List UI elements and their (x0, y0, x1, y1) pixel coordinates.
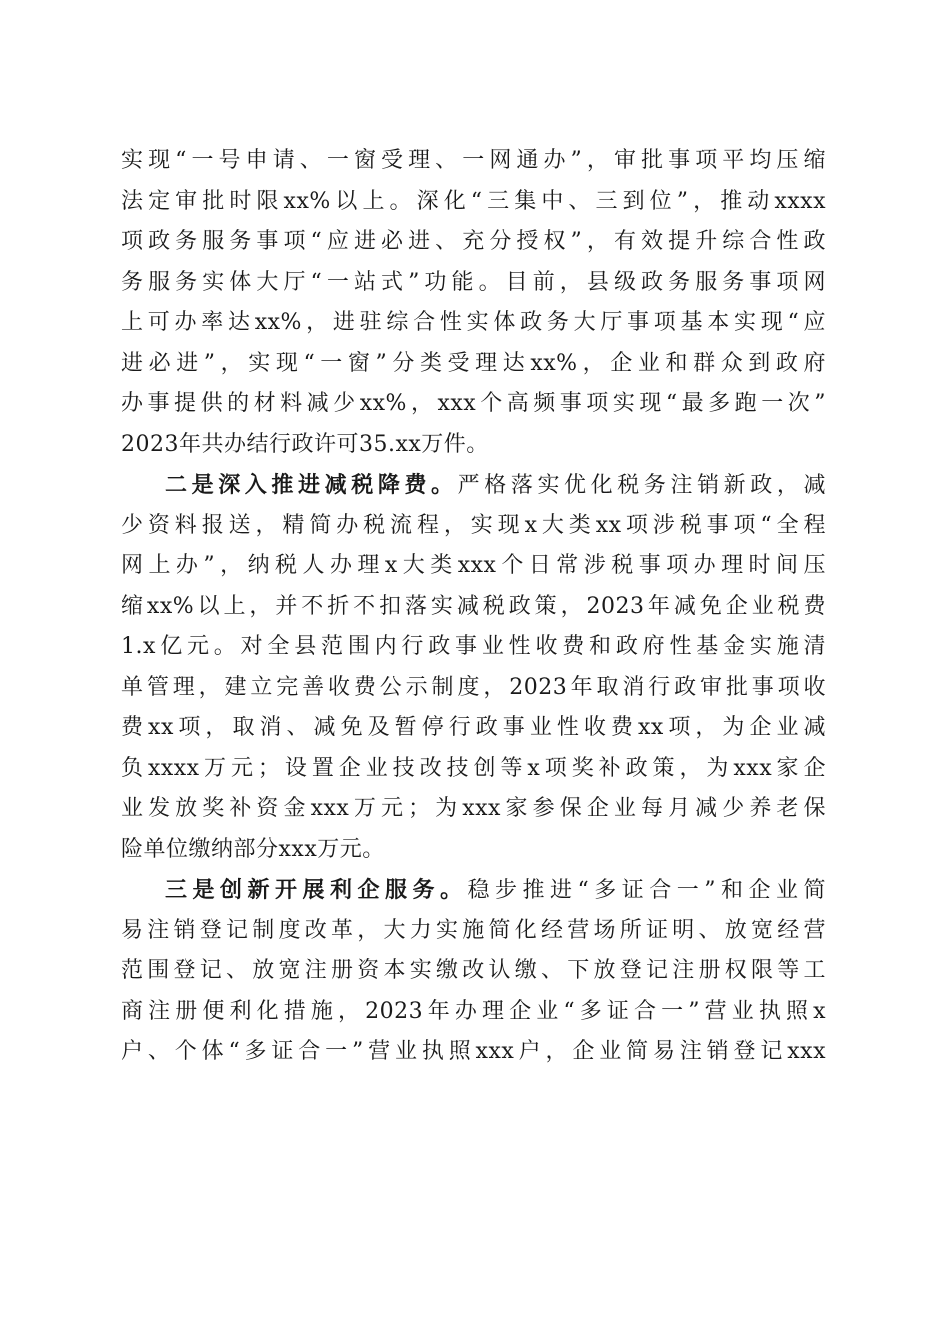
paragraph-2-line: 缩xx%以上，并不折不扣落实减税政策，2023年减免企业税费 (121, 593, 826, 619)
paragraph-1-line: 上可办率达xx%，进驻综合性实体政务大厅事项基本实现“应 (121, 310, 826, 335)
paragraph-1-line: 办事提供的材料减少xx%，xxx个高频事项实现“最多跑一次” (121, 391, 826, 416)
paragraph-2-line: 业发放奖补资金xxx万元；为xxx家参保企业每月减少养老保 (121, 796, 826, 821)
paragraph-1-line: 2023年共办结行政许可35.xx万件。 (121, 431, 489, 457)
document-body (121, 141, 826, 1073)
paragraph-3-line: 户、个体“多证合一”营业执照xxx户，企业简易注销登记xxx (121, 1039, 826, 1064)
paragraph-2-line: 1.x亿元。对全县范围内行政事业性收费和政府性基金实施清 (121, 634, 826, 659)
paragraph-2-first-line (121, 465, 826, 506)
paragraph-2-line: 险单位缴纳部分xxx万元。 (121, 836, 385, 862)
paragraph-2-line: 费xx项，取消、减免及暂停行政事业性收费xx项，为企业减 (121, 715, 826, 740)
paragraph-1-line: 务服务实体大厅“一站式”功能。目前，县级政务服务事项网 (121, 269, 826, 295)
paragraph-3-line: 商注册便利化措施，2023年办理企业“多证合一”营业执照x (121, 998, 826, 1024)
paragraph-3-first-line-text: 稳步推进“多证合一”和企业简 (467, 878, 826, 903)
paragraph-1-line: 法定审批时限xx%以上。深化“三集中、三到位”，推动xxxx (121, 188, 826, 214)
paragraph-1-line: 进必进”，实现“一窗”分类受理达xx%，企业和群众到政府 (121, 350, 826, 376)
paragraph-2-line: 网上办”，纳税人办理x大类xxx个日常涉税事项办理时间压 (121, 553, 826, 578)
paragraph-3-first-line (121, 870, 826, 911)
paragraph-1 (121, 141, 826, 465)
paragraph-1-line: 项政务服务事项“应进必进、充分授权”，有效提升综合性政 (121, 229, 826, 254)
paragraph-2-line: 少资料报送，精简办税流程，实现x大类xx项涉税事项“全程 (121, 512, 826, 538)
paragraph-3-line: 易注销登记制度改革，大力实施简化经营场所证明、放宽经营 (121, 917, 826, 943)
paragraph-3 (121, 870, 826, 1073)
paragraph-3-line: 范围登记、放宽注册资本实缴改认缴、下放登记注册权限等工 (121, 958, 826, 983)
paragraph-2 (121, 465, 826, 870)
paragraph-3-lead-heading: 三是创新开展利企服务。 (165, 877, 468, 903)
paragraph-2-line: 负xxxx万元；设置企业技改技创等x项奖补政策，为xxx家企 (121, 755, 826, 781)
paragraph-2-first-line-text: 严格落实优化税务注销新政，减 (457, 473, 826, 498)
paragraph-1-line: 实现“一号申请、一窗受理、一网通办”，审批事项平均压缩 (121, 148, 826, 173)
paragraph-2-line: 单管理，建立完善收费公示制度，2023年取消行政审批事项收 (121, 674, 826, 700)
paragraph-2-lead-heading: 二是深入推进减税降费。 (165, 472, 458, 498)
